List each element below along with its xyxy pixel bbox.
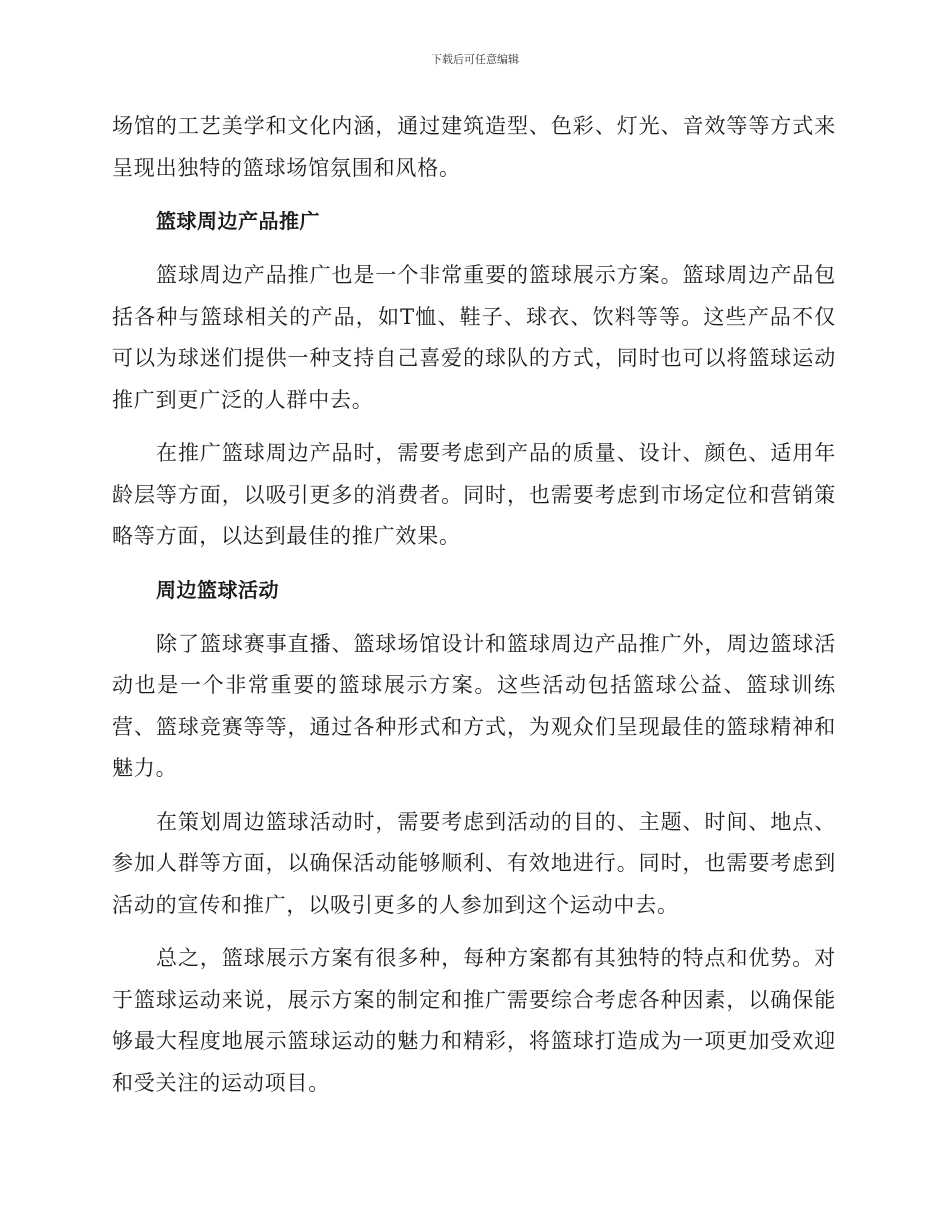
- paragraph-activities-planning: 在策划周边篮球活动时，需要考虑到活动的目的、主题、时间、地点、参加人群等方面，以确保活动能够顺利、有效地进行。同时，也需要考虑到活动的宣传和推广，以吸引更多的人参加到这个运动中去。: [112, 809, 836, 917]
- page-header: 下载后可任意编辑: [431, 53, 519, 66]
- paragraph-continuation: 场馆的工艺美学和文化内涵，通过建筑造型、色彩、灯光、音效等等方式来呈现出独特的篮球场馆氛围和风格。: [112, 114, 836, 180]
- section-heading-activities: 周边篮球活动: [156, 577, 279, 602]
- document-body: [112, 106, 836, 1116]
- paragraph-activities-intro: 除了篮球赛事直播、篮球场馆设计和篮球周边产品推广外，周边篮球活动也是一个非常重要的篮球展示方案。这些活动包括篮球公益、篮球训练营、篮球竞赛等等，通过各种形式和方式，为观众们呈现最佳的篮球精神和魅力。: [112, 631, 836, 780]
- section-heading-merchandise: 篮球周边产品推广: [156, 209, 320, 233]
- paragraph-merchandise-intro: 篮球周边产品推广也是一个非常重要的篮球展示方案。篮球周边产品包括各种与篮球相关的产品，如T恤、鞋子、球衣、饮料等等。这些产品不仅可以为球迷们提供一种支持自己喜爱的球队的方式，同时也可以将篮球运动推广到更广泛的人群中去。: [112, 263, 836, 412]
- paragraph-conclusion: 总之，篮球展示方案有很多种，每种方案都有其独特的特点和优势。对于篮球运动来说，展示方案的制定和推广需要综合考虑各种因素，以确保能够最大程度地展示篮球运动的魅力和精彩，将篮球打造成为一项更加受欢迎和受关注的运动项目。: [112, 946, 836, 1095]
- paragraph-merchandise-considerations: 在推广篮球周边产品时，需要考虑到产品的质量、设计、颜色、适用年龄层等方面，以吸引更多的消费者。同时，也需要考虑到市场定位和营销策略等方面，以达到最佳的推广效果。: [112, 441, 836, 548]
